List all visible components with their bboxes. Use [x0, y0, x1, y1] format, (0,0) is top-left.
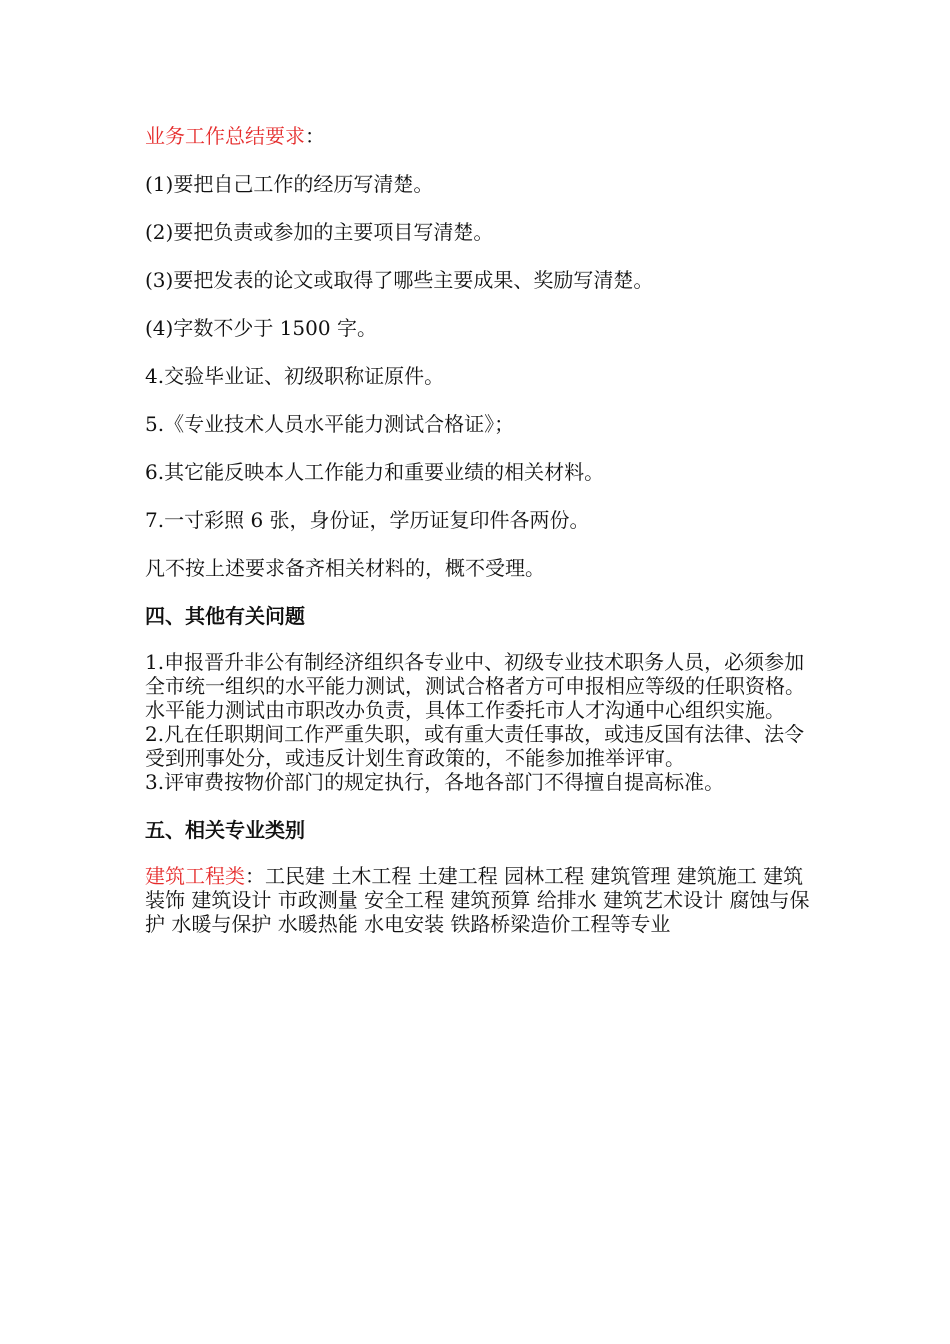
- requirement-item-3: (3)要把发表的论文或取得了哪些主要成果、奖励写清楚。: [145, 268, 654, 292]
- section-4-heading: 四、其他有关问题: [145, 604, 305, 628]
- section-4-item-3: 3.评审费按物价部门的规定执行，各地各部门不得擅自提高标准。: [145, 770, 725, 794]
- category-label-suffix: ：: [245, 864, 265, 888]
- section-4-list: [145, 650, 810, 794]
- material-item-7: 7.一寸彩照 6 张，身份证，学历证复印件各两份。: [145, 508, 590, 532]
- requirement-item-1: (1)要把自己工作的经历写清楚。: [145, 172, 434, 196]
- section-5-heading: 五、相关专业类别: [145, 818, 305, 842]
- materials-notice: 凡不按上述要求备齐相关材料的，概不受理。: [145, 556, 545, 580]
- requirements-title-suffix: ：: [305, 124, 325, 148]
- requirement-item-4: (4)字数不少于 1500 字。: [145, 316, 377, 340]
- requirements-title-text: 业务工作总结要求: [145, 124, 305, 148]
- section-4-item-2: 2.凡在任职期间工作严重失职，或有重大责任事故，或违反国有法律、法令受到刑事处分，或违反计划生育政策的，不能参加推举评审。: [145, 722, 805, 770]
- requirement-item-2: (2)要把负责或参加的主要项目写清楚。: [145, 220, 494, 244]
- category-label: 建筑工程类: [145, 864, 245, 888]
- section-4-item-1: 1.申报晋升非公有制经济组织各专业中、初级专业技术职务人员，必须参加全市统一组织的水平能力测试，测试合格者方可申报相应等级的任职资格。水平能力测试由市职改办负责，具体工作委托市人才沟通中心组织实施。: [145, 650, 805, 722]
- category-text: 工民建 土木工程 土建工程 园林工程 建筑管理 建筑施工 建筑装饰 建筑设计 市政测量 安全工程 建筑预算 给排水 建筑艺术设计 腐蚀与保护 水暖与保护 水暖热能 水电安装 铁路桥梁造价工程等专业: [145, 864, 810, 936]
- material-item-4: 4.交验毕业证、初级职称证原件。: [145, 364, 445, 388]
- document-body: [145, 122, 810, 956]
- requirements-title: [145, 122, 810, 150]
- material-item-5: 5.《专业技术人员水平能力测试合格证》；: [145, 412, 515, 436]
- category-paragraph: [145, 864, 810, 936]
- material-item-6: 6.其它能反映本人工作能力和重要业绩的相关材料。: [145, 460, 605, 484]
